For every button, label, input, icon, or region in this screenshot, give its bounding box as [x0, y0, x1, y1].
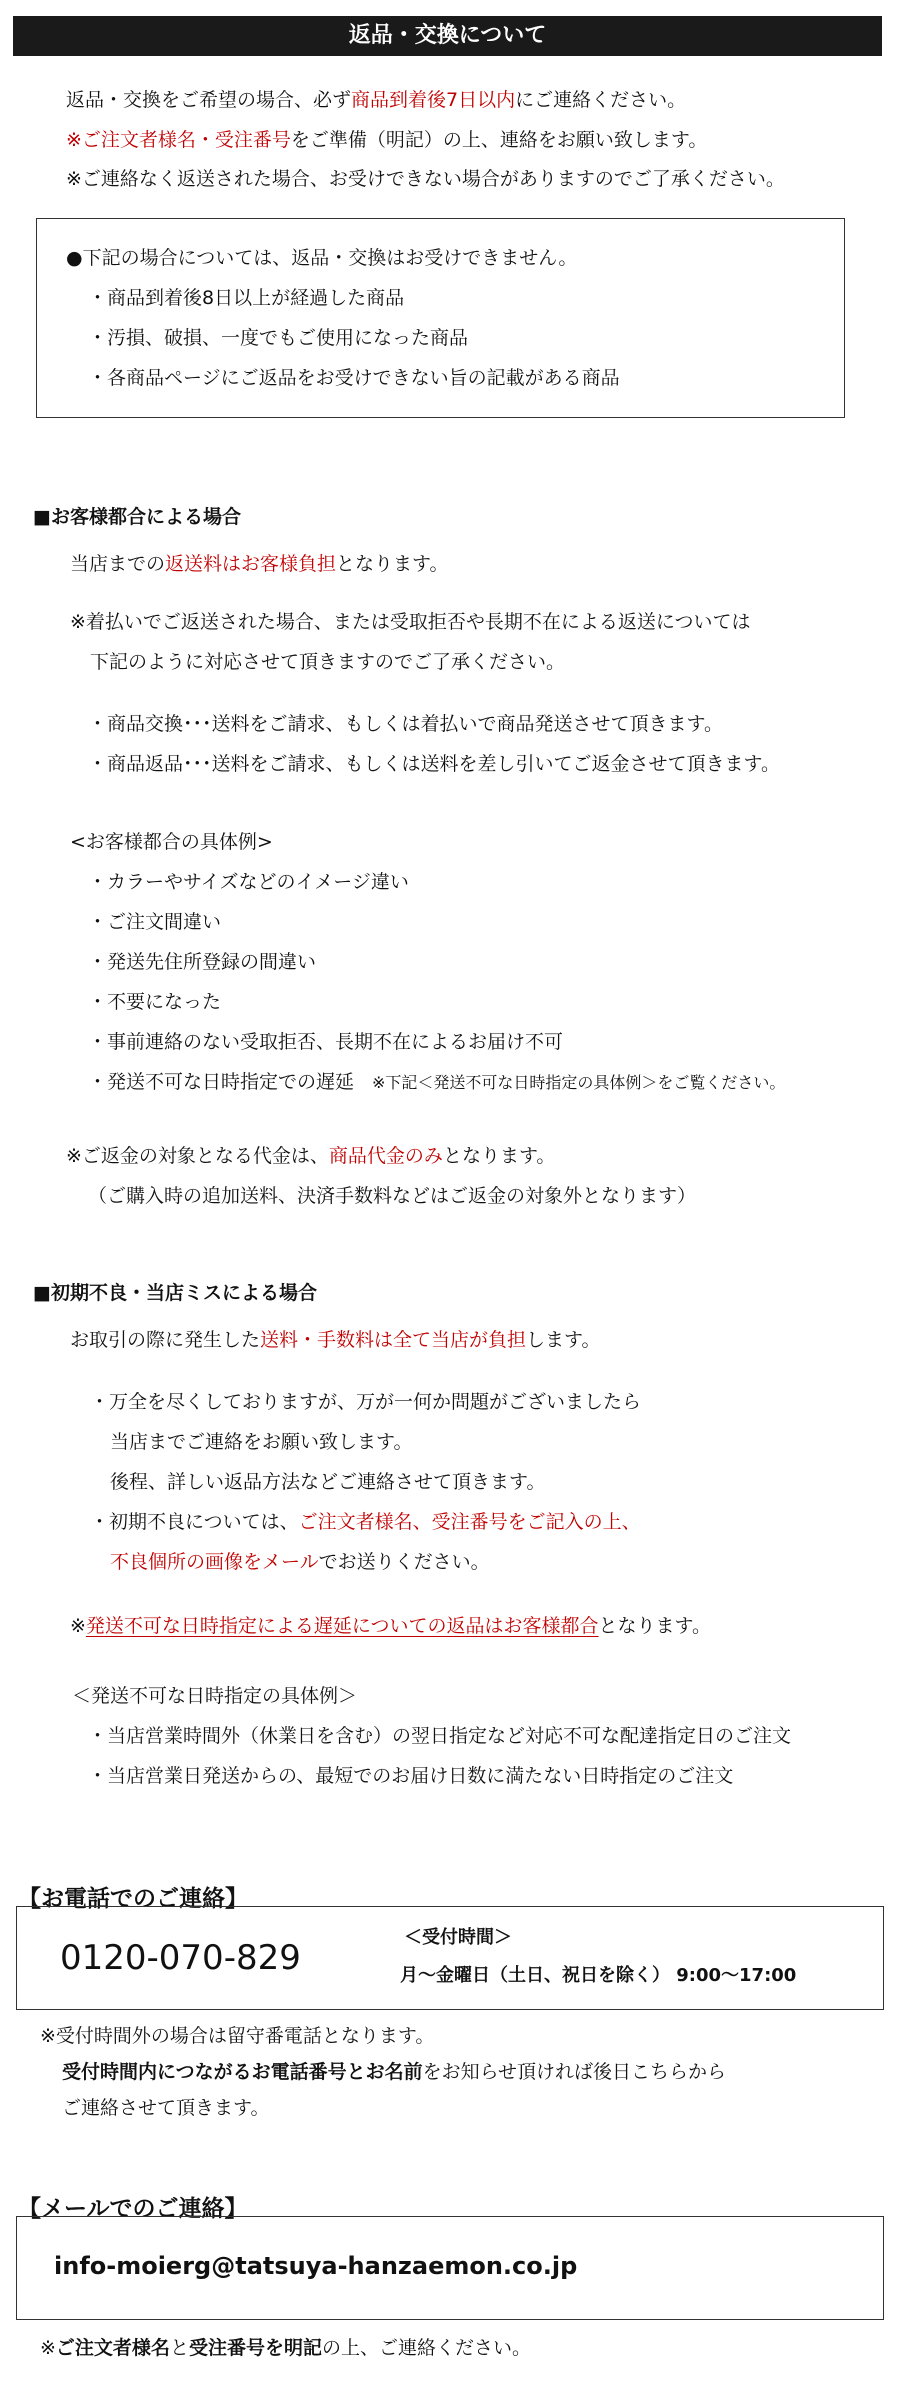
phone-note-1: ※受付時間外の場合は留守番電話となります。 [40, 2025, 435, 2047]
text: の上、ご連絡ください。 [321, 2337, 531, 2359]
defect-line: 当店までご連絡をお願い致します。 [110, 1431, 413, 1453]
defect-line: ・万全を尽くしておりますが、万が一何か問題がございましたら [90, 1391, 642, 1413]
text: となります。 [336, 553, 449, 575]
fee-highlight: 送料・手数料は全て当店が負担 [260, 1329, 527, 1351]
defect-instruction-2 [110, 1550, 490, 1574]
section-heading-customer: ■お客様都合による場合 [33, 506, 241, 528]
phone-note-2 [62, 2060, 726, 2084]
page-title: 返品・交換について [348, 23, 547, 48]
example-item-last [88, 1070, 785, 1095]
mail-note-bold: 受注番号を明記 [188, 2337, 322, 2359]
intro-required-info: ※ご注文者様名・受注番号 [66, 129, 291, 151]
text: お取引の際に発生した [70, 1329, 261, 1351]
cod-line-2: 下記のように対応させて頂きますのでご了承ください。 [90, 651, 566, 673]
defect-fee-line [70, 1328, 601, 1352]
text: します。 [526, 1329, 601, 1351]
examples-title: <お客様都合の具体例> [70, 831, 273, 853]
defect-highlight: ご注文者様名、受注番号をご記入の上、 [298, 1511, 641, 1533]
spec-item: ・当店営業時間外（休業日を含む）の翌日指定など対応不可な配達指定日のご注文 [88, 1725, 792, 1747]
notice-item: ・各商品ページにご返品をお受けできない旨の記載がある商品 [88, 367, 620, 389]
notice-title: ●下記の場合については、返品・交換はお受けできません。 [66, 247, 578, 269]
fee-highlight: 返送料はお客様負担 [165, 553, 337, 575]
delay-note [70, 1614, 711, 1638]
text: と [169, 2337, 189, 2359]
example-item: ・不要になった [88, 991, 222, 1013]
cod-line-1: ※着払いでご返送された場合、または受取拒否や長期不在による返送については [70, 611, 751, 633]
text: となります。 [442, 1145, 556, 1167]
notice-item: ・商品到着後8日以上が経過した商品 [88, 287, 405, 309]
mail-contact-title: 【メールでのご連絡】 [18, 2196, 248, 2222]
handling-item: ・商品交換･･･送料をご請求、もしくは着払いで商品発送させて頂きます。 [88, 713, 723, 735]
intro-text: 返品・交換をご希望の場合、必ず [66, 89, 352, 111]
text: となります。 [598, 1615, 712, 1637]
text: をお知らせ頂ければ後日こちらから [422, 2061, 727, 2083]
example-item: ・発送先住所登録の間違い [88, 951, 317, 973]
mail-address[interactable]: info-moierg@tatsuya-hanzaemon.co.jp [54, 2252, 578, 2280]
intro-deadline: 商品到着後7日以内 [351, 89, 516, 111]
section-title-bar [13, 16, 882, 56]
spec-title: ＜発送不可な日時指定の具体例＞ [72, 1685, 358, 1707]
phone-note-3: ご連絡させて頂きます。 [62, 2097, 270, 2119]
intro-line-3: ※ご連絡なく返送された場合、お受けできない場合がありますのでご了承ください。 [66, 168, 785, 190]
text: ※ [40, 2337, 56, 2359]
phone-number[interactable]: 0120-070-829 [60, 1938, 301, 1978]
section-heading-defect: ■初期不良・当店ミスによる場合 [33, 1282, 317, 1304]
text: でお送りください。 [318, 1551, 490, 1573]
hours-value: 月～金曜日（土日、祝日を除く） 9:00～17:00 [400, 1965, 797, 1986]
hours-label: ＜受付時間＞ [404, 1927, 512, 1948]
defect-instruction-1 [90, 1510, 641, 1534]
intro-text: にご連絡ください。 [515, 89, 687, 111]
mail-note [40, 2336, 531, 2360]
example-item: ・発送不可な日時指定での遅延 [88, 1071, 355, 1093]
example-note: ※下記＜発送不可な日時指定の具体例＞をご覧ください。 [372, 1073, 786, 1092]
phone-contact-title: 【お電話でのご連絡】 [18, 1886, 248, 1912]
intro-line-1 [66, 88, 686, 112]
text: ・初期不良については、 [90, 1511, 299, 1533]
mail-note-bold: ご注文者様名 [55, 2337, 170, 2359]
spec-item: ・当店営業日発送からの、最短でのお届け日数に満たない日時指定のご注文 [88, 1765, 734, 1787]
defect-line: 後程、詳しい返品方法などご連絡させて頂きます。 [110, 1471, 546, 1493]
handling-item: ・商品返品･･･送料をご請求、もしくは送料を差し引いてご返金させて頂きます。 [88, 753, 780, 775]
text: ※ [70, 1615, 86, 1637]
notice-item: ・汚損、破損、一度でもご使用になった商品 [88, 327, 469, 349]
example-item: ・事前連絡のない受取拒否、長期不在によるお届け不可 [88, 1031, 564, 1053]
defect-highlight: 不良個所の画像をメール [110, 1551, 319, 1573]
refund-note: （ご購入時の追加送料、決済手数料などはご返金の対象外となります） [88, 1185, 697, 1207]
customer-fee-line [70, 552, 449, 576]
intro-line-2 [66, 128, 707, 152]
refund-highlight: 商品代金のみ [328, 1145, 443, 1167]
example-item: ・ご注文間違い [88, 911, 222, 933]
example-item: ・カラーやサイズなどのイメージ違い [88, 871, 409, 893]
refund-line [66, 1144, 555, 1168]
phone-note-bold: 受付時間内につながるお電話番号とお名前 [62, 2061, 423, 2083]
intro-text: をご準備（明記）の上、連絡をお願い致します。 [290, 129, 708, 151]
text: ※ご返金の対象となる代金は、 [66, 1145, 329, 1167]
delay-highlight: 発送不可な日時指定による遅延についての返品はお客様都合 [85, 1615, 599, 1637]
text: 当店までの [70, 553, 166, 575]
